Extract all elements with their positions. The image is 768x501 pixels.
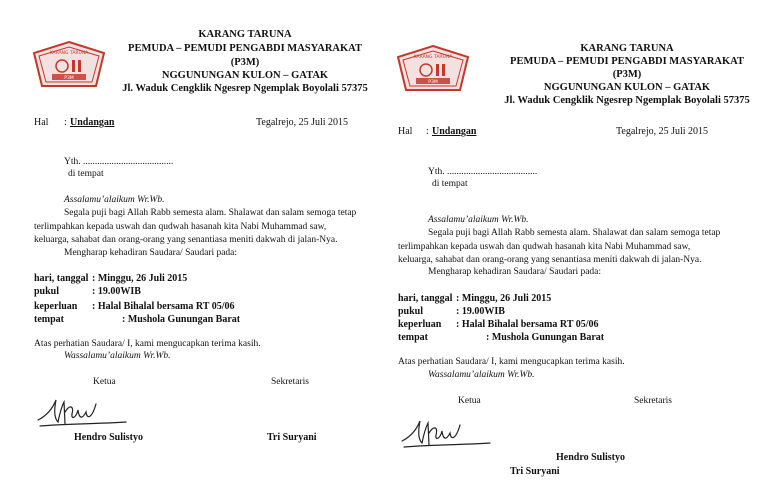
invitation-letter-right [384, 0, 768, 501]
day-value: : Minggu, 26 Juli 2015 [92, 273, 188, 284]
day-label: hari, tanggal [398, 293, 453, 304]
purpose-value: : Halal Bihalal bersama RT 05/06 [92, 301, 235, 312]
greeting: Assalamu’alaikum Wr.Wb. [64, 195, 165, 205]
body-line-3: keluarga, sahabat dan orang-orang yang senantiasa meniti dakwah di jalan-Nya. [34, 235, 338, 245]
org-address: Jl. Waduk Cengklik Ngesrep Ngemplak Boyolali 57375 [504, 95, 750, 106]
closing-line: Atas perhatian Saudara/ I, kami mengucapkan terima kasih. [398, 357, 625, 367]
subject-colon: : [426, 126, 429, 137]
invitation-letter-left [0, 0, 382, 501]
org-address: Jl. Waduk Cengklik Ngesrep Ngemplak Boyolali 57375 [122, 83, 368, 94]
time-value: : 19.00WIB [92, 286, 141, 297]
body-line-2: terlimpahkan kepada uswah dan qudwah hasanah kita Nabi Muhammad saw, [34, 222, 327, 232]
chair-signature [34, 392, 130, 432]
greeting: Assalamu’alaikum Wr.Wb. [428, 215, 529, 225]
subject-value: Undangan [432, 126, 477, 137]
chair-title: Ketua [458, 396, 481, 406]
secretary-name: Tri Suryani [267, 432, 317, 443]
org-village: NGGUNUNGAN KULON – GATAK [161, 70, 329, 81]
closing-line: Atas perhatian Saudara/ I, kami mengucapkan terima kasih. [34, 339, 261, 349]
time-value: : 19.00WIB [456, 306, 505, 317]
org-abbreviation: (P3M) [612, 69, 642, 80]
svg-text:P3M: P3M [428, 80, 438, 85]
purpose-label: keperluan [34, 301, 78, 312]
venue-value: : Mushola Gunungan Barat [486, 332, 605, 343]
svg-text:P3M: P3M [64, 76, 74, 81]
recipient: Yth. ...................................... [64, 157, 174, 167]
day-value: : Minggu, 26 Juli 2015 [456, 293, 552, 304]
recipient: Yth. ...................................... [428, 167, 538, 177]
purpose-label: keperluan [398, 319, 442, 330]
org-abbreviation: (P3M) [230, 57, 260, 68]
subject-colon: : [64, 117, 67, 128]
venue-label: tempat [34, 314, 64, 325]
farewell: Wassalamu’alaikum Wr.Wb. [64, 351, 171, 361]
recipient-place: di tempat [68, 169, 104, 179]
org-full-name: PEMUDA – PEMUDI PENGABDI MASYARAKAT [128, 43, 362, 54]
body-line-1: Segala puji bagi Allah Rabb semesta alam. Shalawat dan salam semoga tetap [64, 208, 357, 218]
recipient-place: di tempat [432, 179, 468, 189]
secretary-title: Sekretaris [634, 396, 672, 406]
subject-label: Hal [398, 126, 413, 137]
place-date: Tegalrejo, 25 Juli 2015 [256, 117, 349, 128]
svg-text:KARANG TARUNA: KARANG TARUNA [49, 51, 89, 56]
org-name: KARANG TARUNA [580, 43, 674, 54]
karang-taruna-logo [32, 40, 106, 88]
svg-text:KARANG TARUNA: KARANG TARUNA [413, 55, 453, 60]
subject-label: Hal [34, 117, 49, 128]
body-line-3: keluarga, sahabat dan orang-orang yang senantiasa meniti dakwah di jalan-Nya. [398, 255, 702, 265]
karang-taruna-logo [396, 44, 470, 92]
secretary-name: Tri Suryani [510, 466, 560, 477]
time-label: pukul [34, 286, 60, 297]
farewell: Wassalamu’alaikum Wr.Wb. [428, 370, 535, 380]
org-name: KARANG TARUNA [198, 29, 292, 40]
secretary-title: Sekretaris [271, 377, 309, 387]
venue-value: : Mushola Gunungan Barat [122, 314, 241, 325]
venue-label: tempat [398, 332, 428, 343]
purpose-value: : Halal Bihalal bersama RT 05/06 [456, 319, 599, 330]
time-label: pukul [398, 306, 424, 317]
chair-name: Hendro Sulistyo [556, 452, 625, 463]
chair-signature [398, 413, 494, 453]
invite-line: Mengharap kehadiran Saudara/ Saudari pada: [64, 248, 238, 258]
org-village: NGGUNUNGAN KULON – GATAK [543, 82, 711, 93]
invite-line: Mengharap kehadiran Saudara/ Saudari pada: [428, 267, 602, 277]
body-line-2: terlimpahkan kepada uswah dan qudwah hasanah kita Nabi Muhammad saw, [398, 242, 691, 252]
chair-name: Hendro Sulistyo [74, 432, 143, 443]
body-line-1: Segala puji bagi Allah Rabb semesta alam. Shalawat dan salam semoga tetap [428, 228, 721, 238]
chair-title: Ketua [93, 377, 116, 387]
day-label: hari, tanggal [34, 273, 89, 284]
subject-value: Undangan [70, 117, 115, 128]
place-date: Tegalrejo, 25 Juli 2015 [616, 126, 709, 137]
org-full-name: PEMUDA – PEMUDI PENGABDI MASYARAKAT [510, 56, 744, 67]
